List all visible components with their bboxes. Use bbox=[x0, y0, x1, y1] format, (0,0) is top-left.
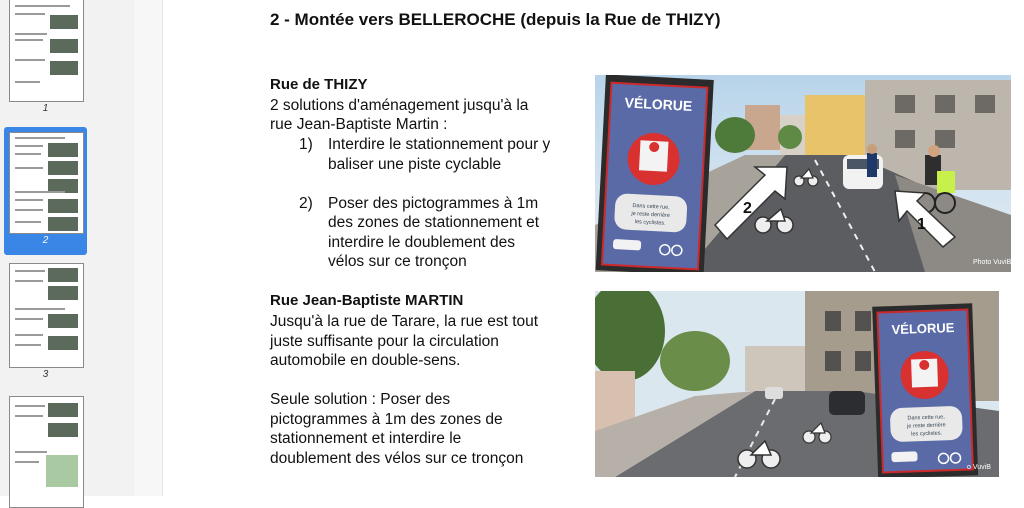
page-number-label: 3 bbox=[42, 369, 49, 380]
paragraph-line: automobile en double-sens. bbox=[270, 352, 461, 369]
sign-text-line: Dans cette rue, bbox=[907, 414, 945, 422]
intro-line: 2 solutions d'aménagement jusqu'à la bbox=[270, 97, 529, 114]
page-thumbnail-image bbox=[9, 396, 84, 508]
paragraph-line: pictogrammes à 1m des zones de bbox=[270, 411, 503, 428]
page-number-label: 2 bbox=[42, 235, 49, 246]
intro-line: rue Jean-Baptiste Martin : bbox=[270, 116, 448, 133]
sign-text-line: les cyclistes. bbox=[634, 219, 666, 227]
page-thumbnail-image bbox=[9, 0, 84, 102]
list-number: 1) bbox=[299, 136, 313, 153]
list-number: 2) bbox=[299, 195, 313, 212]
page-thumbnail-3[interactable] bbox=[4, 263, 87, 387]
paragraph-line: juste suffisante pour la circulation bbox=[270, 333, 499, 350]
list-text: baliser une piste cyclable bbox=[328, 156, 502, 173]
thumbnail-sidebar bbox=[0, 0, 135, 496]
list-text: Poser des pictogrammes à 1m bbox=[328, 195, 539, 212]
sign-title: VÉLORUE bbox=[891, 319, 955, 338]
photo-credit: o VuviB bbox=[967, 464, 991, 471]
list-text: interdire le doublement des bbox=[328, 234, 515, 251]
page-thumbnail-image bbox=[9, 263, 84, 368]
slide-title: 2 - Montée vers BELLEROCHE (depuis la Rue de THIZY) bbox=[270, 10, 721, 29]
arrow-label: 2 bbox=[743, 200, 752, 217]
paragraph-line: Jusqu'à la rue de Tarare, la rue est tout bbox=[270, 313, 539, 330]
list-text: des zones de stationnement et bbox=[328, 214, 540, 231]
slide-page bbox=[163, 0, 1024, 496]
sign-text-line: Dans cette rue, bbox=[632, 202, 670, 211]
page-thumbnail-image bbox=[9, 132, 84, 234]
page-thumbnail-1[interactable] bbox=[4, 0, 87, 118]
sign-text-line: je reste derrière bbox=[631, 210, 671, 219]
photo-credit: Photo VuviB bbox=[973, 259, 1011, 266]
photo-illustration bbox=[595, 75, 1011, 272]
list-text: vélos sur ce tronçon bbox=[328, 253, 467, 270]
street-photo-rue-thizy bbox=[595, 75, 1011, 272]
paragraph-line: doublement des vélos sur ce tronçon bbox=[270, 450, 524, 467]
page-thumbnail-4[interactable] bbox=[4, 396, 87, 506]
paragraph-line: stationnement et interdire le bbox=[270, 430, 462, 447]
photo-illustration bbox=[595, 291, 999, 477]
street-photo-rue-jb-martin bbox=[595, 291, 999, 477]
section-heading-rue-jb-martin: Rue Jean-Baptiste MARTIN bbox=[270, 292, 464, 309]
page-thumbnail-2[interactable] bbox=[4, 127, 87, 255]
sidebar-gutter bbox=[134, 0, 163, 496]
list-text: Interdire le stationnement pour y bbox=[328, 136, 551, 153]
paragraph-line: Seule solution : Poser des bbox=[270, 391, 451, 408]
sign-title: VÉLORUE bbox=[624, 94, 693, 114]
page-number-label: 1 bbox=[42, 103, 49, 114]
sign-text-line: les cyclistes. bbox=[911, 430, 943, 438]
sign-text-line: je reste derrière bbox=[907, 422, 946, 430]
section-heading-rue-thizy: Rue de THIZY bbox=[270, 76, 368, 93]
arrow-label: 1 bbox=[917, 216, 926, 233]
